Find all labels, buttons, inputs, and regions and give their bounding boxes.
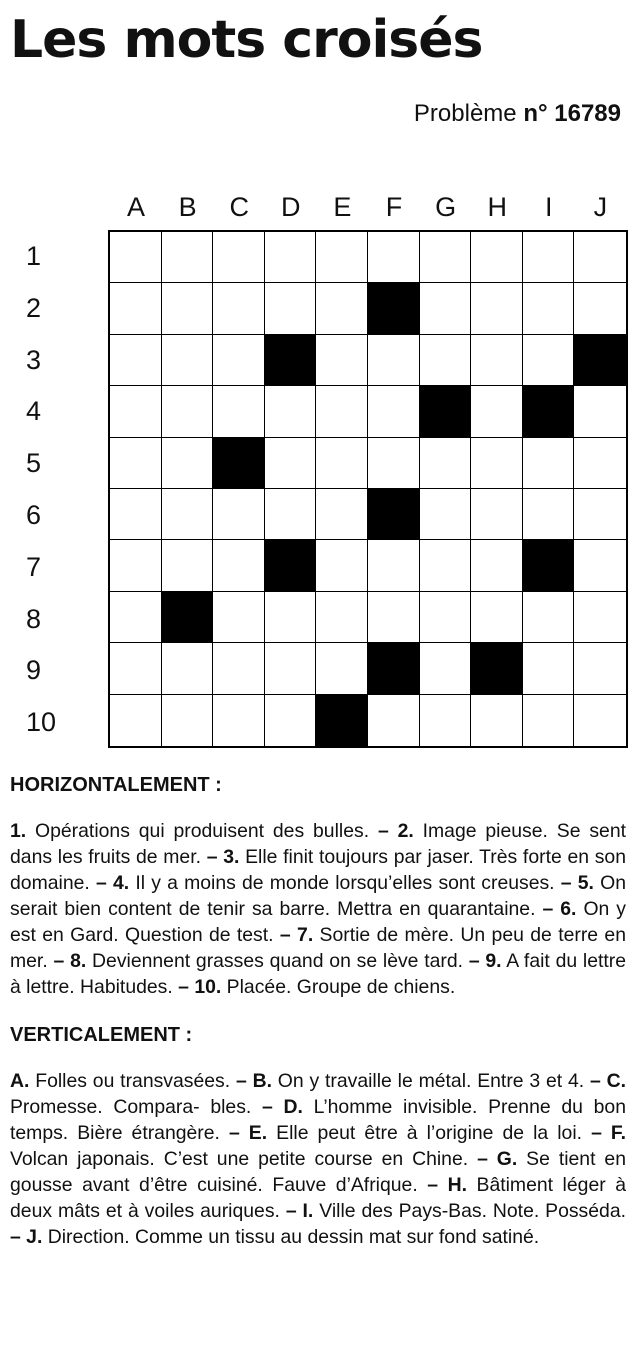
column-header: D xyxy=(281,192,301,222)
grid-cell[interactable] xyxy=(574,643,626,694)
grid-cell[interactable] xyxy=(471,335,523,386)
clue xyxy=(178,976,455,998)
grid-cell[interactable] xyxy=(213,386,265,437)
grid-cell-black xyxy=(471,643,523,694)
grid-cell[interactable] xyxy=(471,695,523,746)
grid-cell[interactable] xyxy=(213,643,265,694)
clue-text: Direction. Comme un tissu au dessin mat sur fond satiné. xyxy=(42,1226,540,1248)
grid-cell[interactable] xyxy=(316,335,368,386)
grid-cell-black xyxy=(420,386,472,437)
clue-text: Deviennent grasses quand on se lève tard. xyxy=(86,950,469,972)
problem-number-prefix: n° xyxy=(523,100,548,127)
clue xyxy=(236,1070,590,1092)
grid-cell[interactable] xyxy=(368,592,420,643)
row-header: 7 xyxy=(26,551,42,582)
clue-text: On serait bien content de tenir sa barre. Mettra en quarantaine. xyxy=(10,872,626,920)
grid-cell[interactable] xyxy=(110,592,162,643)
grid-cell[interactable] xyxy=(110,283,162,334)
grid-cell[interactable] xyxy=(110,695,162,746)
row-header: 1 xyxy=(26,241,42,271)
grid-cell[interactable] xyxy=(420,695,472,746)
grid-cell[interactable] xyxy=(213,592,265,643)
grid-cell[interactable] xyxy=(523,489,575,540)
grid-cell[interactable] xyxy=(368,540,420,591)
grid-cell-black xyxy=(316,695,368,746)
grid-cell[interactable] xyxy=(162,283,214,334)
clues-section xyxy=(10,772,626,1272)
grid-cell[interactable] xyxy=(162,489,214,540)
grid-cell[interactable] xyxy=(471,386,523,437)
clue xyxy=(10,1070,236,1092)
clue-text: Bâtiment léger à deux mâts et à voiles auriques. xyxy=(10,1174,626,1222)
grid-cell-black xyxy=(368,489,420,540)
clue-number: – I. xyxy=(285,1200,314,1222)
grid-cell[interactable] xyxy=(574,283,626,334)
row-header: 4 xyxy=(26,396,42,427)
grid-cell[interactable] xyxy=(110,489,162,540)
grid-cell[interactable] xyxy=(162,438,214,489)
row-header: 8 xyxy=(26,603,42,634)
grid-cell[interactable] xyxy=(265,386,317,437)
grid-cell[interactable] xyxy=(213,695,265,746)
clue-number: – 3. xyxy=(206,846,240,868)
problem-label: Problème xyxy=(413,100,517,127)
grid-cell[interactable] xyxy=(213,540,265,591)
grid-cell[interactable] xyxy=(162,540,214,591)
grid-cell[interactable] xyxy=(162,335,214,386)
grid-cell[interactable] xyxy=(420,592,472,643)
clue-text: Elle peut être à l’origine de la loi. xyxy=(267,1122,592,1144)
row-header: 5 xyxy=(26,448,42,479)
clue-number: A. xyxy=(10,1070,30,1092)
clue-number: – 8. xyxy=(53,950,87,972)
grid-cell[interactable] xyxy=(110,643,162,694)
clue-text: Il y a moins de monde lorsqu’elles sont creuses. xyxy=(129,872,561,894)
clue-text: On y est en Gard. Question de test. xyxy=(10,898,627,946)
column-header: F xyxy=(385,192,403,222)
clue-text: Volcan japonais. C’est une petite course en Chine. xyxy=(10,1148,478,1170)
clue-text: Sortie de mère. Un peu de terre en mer. xyxy=(10,924,626,972)
grid-cell[interactable] xyxy=(420,438,472,489)
grid-cell[interactable] xyxy=(265,232,317,283)
row-header: 9 xyxy=(26,655,42,686)
grid-cell[interactable] xyxy=(265,438,317,489)
clue-number: – G. xyxy=(477,1148,518,1170)
row-header: 6 xyxy=(26,500,42,530)
grid-cell[interactable] xyxy=(265,489,317,540)
clue-number: – C. xyxy=(590,1070,627,1092)
grid-cell-black xyxy=(265,335,317,386)
horizontal-clues xyxy=(10,818,626,1000)
grid-cell[interactable] xyxy=(316,489,368,540)
grid-cell[interactable] xyxy=(523,438,575,489)
grid-cell[interactable] xyxy=(213,232,265,283)
grid-cell[interactable] xyxy=(265,695,317,746)
grid-cell[interactable] xyxy=(523,283,575,334)
clue-text: Elle finit toujours par jaser. Très forte en son domaine. xyxy=(10,846,626,894)
grid-cell-black xyxy=(574,335,626,386)
grid-cell[interactable] xyxy=(213,283,265,334)
clue-text: Ville des Pays-Bas. Note. Posséda. xyxy=(313,1200,626,1222)
row-headers xyxy=(0,230,100,750)
clue-number: – 5. xyxy=(560,872,594,894)
clue-text: On y travaille le métal. Entre 3 et 4. xyxy=(271,1070,591,1092)
grid-cell[interactable] xyxy=(471,592,523,643)
grid-cell[interactable] xyxy=(471,438,523,489)
grid-cell[interactable] xyxy=(110,438,162,489)
grid-cell[interactable] xyxy=(162,643,214,694)
grid-cell[interactable] xyxy=(162,695,214,746)
clue xyxy=(286,1200,626,1222)
grid-cell[interactable] xyxy=(110,386,162,437)
grid-cell[interactable] xyxy=(420,232,472,283)
grid-cell[interactable] xyxy=(420,283,472,334)
clue-text: Promesse. Compara- bles. xyxy=(10,1096,262,1118)
grid-cell[interactable] xyxy=(471,540,523,591)
grid-cell[interactable] xyxy=(523,592,575,643)
grid-cell[interactable] xyxy=(265,643,317,694)
clue-number: – J. xyxy=(10,1226,43,1248)
clue-number: – 2. xyxy=(377,820,414,842)
clue xyxy=(229,1122,591,1144)
grid-cell-black xyxy=(523,540,575,591)
column-header: G xyxy=(435,192,457,222)
grid-cell-black xyxy=(368,643,420,694)
grid-cell-black xyxy=(265,540,317,591)
column-header: J xyxy=(593,192,608,222)
clue-text: Image pieuse. Se sent dans les fruits de mer. xyxy=(10,820,627,868)
horizontal-heading: HORIZONTALEMENT : xyxy=(10,774,222,796)
row-header: 3 xyxy=(26,344,42,375)
grid-cell[interactable] xyxy=(523,335,575,386)
column-header: A xyxy=(126,192,145,222)
grid-cell[interactable] xyxy=(574,695,626,746)
column-header: H xyxy=(487,192,507,222)
grid-cell-black xyxy=(523,386,575,437)
grid-cell[interactable] xyxy=(574,386,626,437)
grid-cell[interactable] xyxy=(213,335,265,386)
grid-cell[interactable] xyxy=(316,540,368,591)
clue-text: A fait du lettre à lettre. Habitudes. xyxy=(10,950,627,998)
problem-number xyxy=(414,100,621,128)
grid-cell[interactable] xyxy=(316,643,368,694)
grid-cell[interactable] xyxy=(574,489,626,540)
grid-cell[interactable] xyxy=(368,438,420,489)
grid-cell[interactable] xyxy=(316,386,368,437)
grid-cell[interactable] xyxy=(368,335,420,386)
grid-cell[interactable] xyxy=(316,438,368,489)
grid-cell[interactable] xyxy=(471,489,523,540)
grid-cell[interactable] xyxy=(110,335,162,386)
clue xyxy=(54,950,469,972)
grid-cell[interactable] xyxy=(523,232,575,283)
grid-cell[interactable] xyxy=(316,283,368,334)
column-header: C xyxy=(229,192,249,222)
clue xyxy=(10,1226,539,1248)
clue-text: Folles ou transvasées. xyxy=(29,1070,236,1092)
clue-number: – 6. xyxy=(542,898,577,920)
grid-cell[interactable] xyxy=(420,643,472,694)
clue xyxy=(96,872,561,894)
grid-cell[interactable] xyxy=(574,438,626,489)
column-header: I xyxy=(545,192,553,222)
grid-cell[interactable] xyxy=(420,335,472,386)
clue-number: – F. xyxy=(591,1122,626,1144)
grid-cell[interactable] xyxy=(523,695,575,746)
row-header: 10 xyxy=(26,707,57,738)
clue-number: – 4. xyxy=(95,872,130,894)
clue-number: – 9. xyxy=(468,950,502,972)
grid-cell-black xyxy=(368,283,420,334)
grid-cell[interactable] xyxy=(574,540,626,591)
row-header: 2 xyxy=(26,292,42,323)
grid-cell[interactable] xyxy=(523,643,575,694)
clue-number: – 10. xyxy=(178,976,222,998)
column-header: B xyxy=(178,192,197,222)
grid-cell[interactable] xyxy=(471,283,523,334)
clue-number: – H. xyxy=(427,1174,467,1196)
clue-text: Opérations qui produisent des bulles. xyxy=(26,820,378,842)
grid-cell[interactable] xyxy=(162,386,214,437)
column-header: E xyxy=(333,192,352,222)
grid-cell[interactable] xyxy=(265,283,317,334)
clue-number: – D. xyxy=(262,1096,303,1118)
clue-text: Se tient en gousse avant d’être cuisiné. Fauve d’Afrique. xyxy=(10,1148,626,1196)
grid-cell-black xyxy=(213,438,265,489)
grid-cell[interactable] xyxy=(162,232,214,283)
clue-text: Placée. Groupe de chiens. xyxy=(221,976,456,998)
grid-cell-black xyxy=(162,592,214,643)
grid-cell[interactable] xyxy=(110,540,162,591)
vertical-heading: VERTICALEMENT : xyxy=(10,1024,193,1046)
grid-cell[interactable] xyxy=(420,489,472,540)
grid-cell[interactable] xyxy=(316,592,368,643)
grid-cell[interactable] xyxy=(574,592,626,643)
clue-number: – B. xyxy=(235,1070,272,1092)
grid-cell[interactable] xyxy=(213,489,265,540)
grid-cell[interactable] xyxy=(471,232,523,283)
grid-cell[interactable] xyxy=(316,232,368,283)
grid-cell[interactable] xyxy=(574,232,626,283)
clue xyxy=(10,820,378,842)
page-title: Les mots croisés xyxy=(10,10,483,70)
vertical-clues xyxy=(10,1068,626,1250)
grid-cell[interactable] xyxy=(368,695,420,746)
clue-number: – 7. xyxy=(279,924,314,946)
grid-cell[interactable] xyxy=(110,232,162,283)
grid-cell[interactable] xyxy=(368,386,420,437)
clue-number: 1. xyxy=(10,820,27,842)
crossword-grid xyxy=(108,230,628,748)
clue-number: – E. xyxy=(228,1122,268,1144)
grid-cell[interactable] xyxy=(420,540,472,591)
grid-cell[interactable] xyxy=(265,592,317,643)
clue-text: L’homme invisible. Prenne du bon temps. Bière étrangère. xyxy=(10,1096,626,1144)
column-headers xyxy=(110,192,630,232)
grid-cell[interactable] xyxy=(368,232,420,283)
problem-number-value: 16789 xyxy=(554,100,621,127)
